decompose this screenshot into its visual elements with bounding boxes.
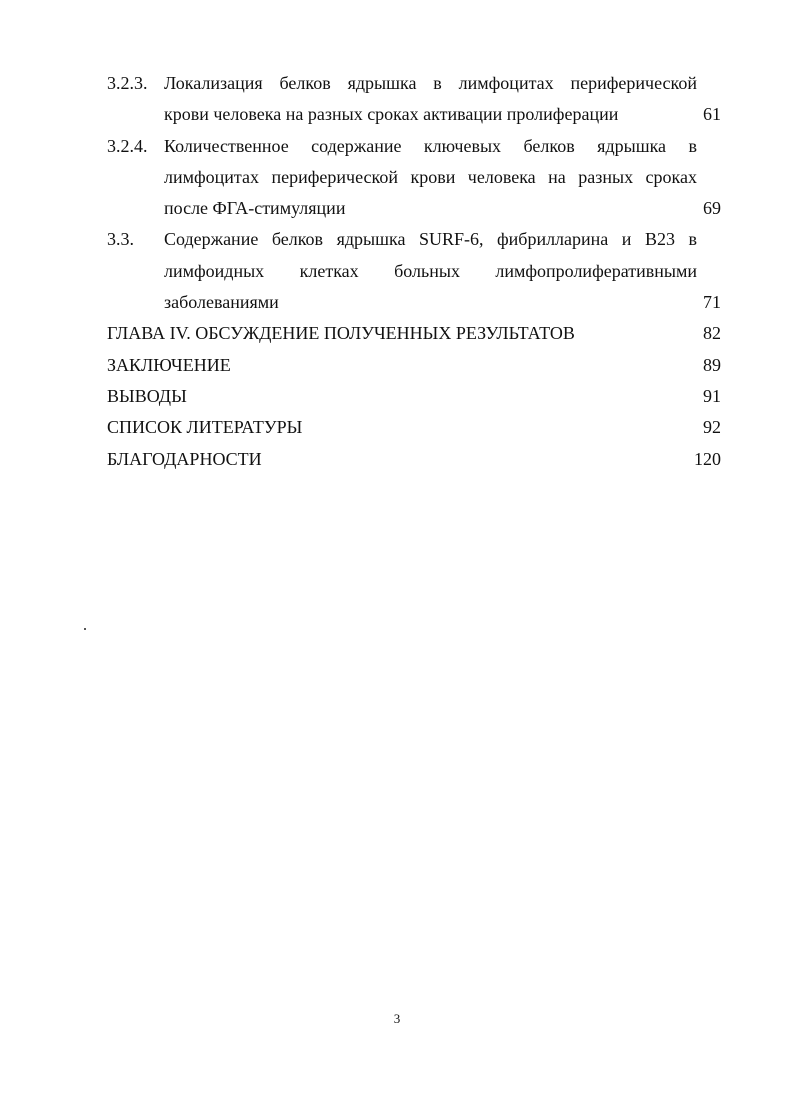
toc-entry-3-2-4-line-1: [107, 131, 721, 162]
toc-chapter-references: [107, 412, 721, 443]
toc-chapter-title: БЛАГОДАРНОСТИ: [107, 448, 262, 469]
toc-chapter-conclusion: [107, 350, 721, 381]
toc-entry-title: лимфоцитах периферической крови человека на разных сроках: [164, 166, 697, 187]
toc-entry-title: после ФГА-стимуляции: [164, 198, 346, 219]
toc-page-number: 71: [703, 292, 721, 313]
toc-entry-title: Количественное содержание ключевых белков ядрышка в: [164, 135, 697, 156]
toc-page-number: 89: [703, 354, 721, 375]
toc-entry-3-3-line-1: [107, 224, 721, 255]
toc-chapter-title: СПИСОК ЛИТЕРАТУРЫ: [107, 417, 303, 438]
toc-page-number: 91: [703, 385, 721, 406]
toc-entry-title: Локализация белков ядрышка в лимфоцитах периферической: [164, 73, 697, 93]
toc-entry-3-2-4-line-2: [107, 162, 721, 193]
toc-entry-number: 3.3.: [107, 229, 134, 250]
toc-entry-title: Содержание белков ядрышка SURF-6, фибрилларина и В23 в: [164, 229, 697, 250]
toc-entry-title: лимфоидных клетках больных лимфопролиферативными: [164, 260, 697, 281]
toc-chapter-title: ГЛАВА IV. ОБСУЖДЕНИЕ ПОЛУЧЕННЫХ РЕЗУЛЬТАТОВ: [107, 323, 575, 344]
page-number: 3: [393, 1011, 401, 1026]
toc-entry-3-3-line-3: [107, 287, 721, 318]
toc-chapter-discussion: [107, 318, 721, 349]
toc-chapter-acknowledgements: [107, 444, 721, 475]
toc-chapter-findings: [107, 381, 721, 412]
toc-page-number: 61: [703, 104, 721, 125]
toc-entry-title: заболеваниями: [164, 292, 279, 313]
toc-entry-3-2-3-line-2: [107, 99, 721, 130]
toc-chapter-title: ВЫВОДЫ: [107, 385, 187, 406]
toc-entry-number: 3.2.3.: [107, 73, 148, 93]
toc-page-number: 120: [694, 448, 721, 469]
toc-chapter-title: ЗАКЛЮЧЕНИЕ: [107, 354, 231, 375]
table-of-contents: [107, 68, 721, 475]
toc-entry-title: крови человека на разных сроках активации пролиферации: [164, 104, 619, 125]
scan-speck: [84, 628, 86, 630]
toc-entry-3-2-3-line-1: [107, 68, 721, 99]
toc-entry-3-2-4-line-3: [107, 193, 721, 224]
toc-page-number: 69: [703, 198, 721, 219]
toc-entry-3-3-line-2: [107, 256, 721, 287]
toc-page-number: 92: [703, 417, 721, 438]
toc-page-number: 82: [703, 323, 721, 344]
toc-entry-number: 3.2.4.: [107, 135, 148, 156]
